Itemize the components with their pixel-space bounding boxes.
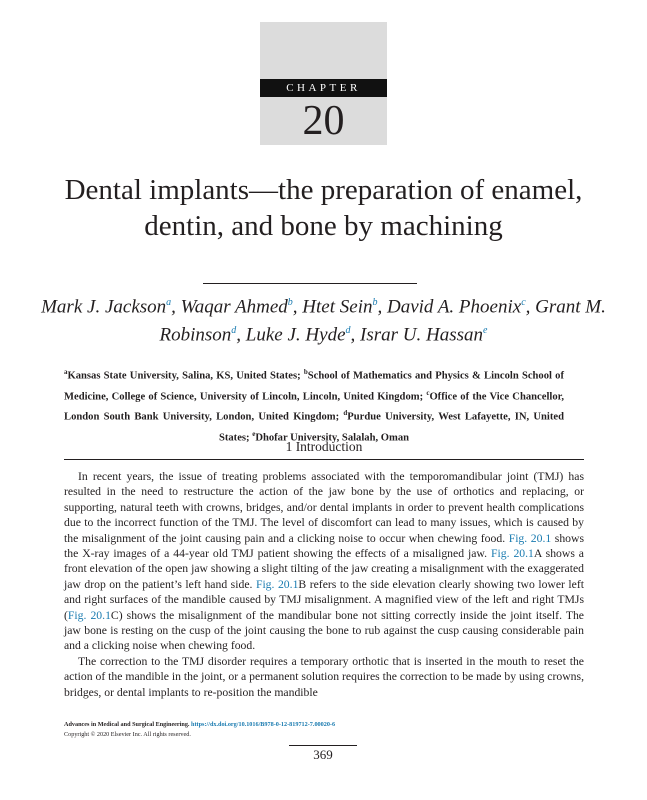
- footer-book-title: Advances in Medical and Surgical Engineering.: [64, 721, 190, 728]
- page-number: 369: [313, 747, 333, 762]
- author-name: Htet Sein: [302, 296, 373, 318]
- affiliation-mark: c: [426, 388, 430, 397]
- author-separator: ,: [292, 296, 303, 318]
- paragraph: [64, 654, 584, 700]
- author-list: [40, 291, 607, 348]
- text-run: C) shows the misalignment of the mandibular bone not sitting correctly inside the joint itself. The jaw bone is resting on the cusp of the joint causing the bone to rub against the cusp causing considerable pain and a clicking noise when chewing food.: [64, 608, 584, 653]
- chapter-number: 20: [302, 98, 345, 144]
- author-name: Grant M. Robinson: [159, 296, 606, 346]
- author-separator: ,: [525, 296, 536, 318]
- author-affiliation-mark[interactable]: c: [521, 297, 526, 308]
- affiliation-text: School of Mathematics and Physics & Lincoln School of Medicine, College of Science, University of Lincoln, Lincoln, United Kingdom;: [64, 370, 564, 403]
- affiliation-text: Office of the Vice Chancellor, London South Bank University, London, United Kingdom;: [64, 391, 565, 423]
- figure-link[interactable]: Fig. 20.1: [255, 577, 299, 591]
- affiliation-mark: a: [64, 368, 68, 376]
- page-footer: [64, 720, 584, 740]
- author-separator: ,: [171, 296, 181, 318]
- chapter-label: CHAPTER: [260, 79, 387, 97]
- affiliation-text: Kansas State University, Salina, KS, United States;: [67, 370, 304, 382]
- author-name: Luke J. Hyde: [245, 324, 346, 346]
- author-name: Mark J. Jackson: [41, 296, 167, 318]
- affiliation-mark: d: [343, 409, 348, 418]
- author-affiliation-mark[interactable]: b: [287, 297, 293, 308]
- title-divider: [203, 283, 417, 284]
- paragraph: [64, 469, 584, 654]
- author-name: David A. Phoenix: [386, 296, 522, 318]
- footer-copyright: Copyright © 2020 Elsevier Inc. All rights reserved.: [64, 731, 191, 738]
- section-divider: [64, 459, 584, 460]
- affiliation-mark: b: [303, 368, 308, 376]
- figure-link[interactable]: Fig. 20.1: [67, 608, 111, 622]
- body-text: [64, 469, 584, 700]
- author-separator: ,: [377, 296, 387, 318]
- author-separator: ,: [236, 324, 246, 346]
- author-name: Israr U. Hassan: [360, 324, 484, 346]
- author-affiliation-mark[interactable]: b: [372, 297, 378, 308]
- chapter-title: Dental implants—the preparation of enamel, dentin, and bone by machining: [64, 174, 583, 242]
- affiliation-text: Purdue University, West Lafayette, IN, United States;: [218, 411, 564, 444]
- author-separator: ,: [350, 324, 361, 346]
- author-affiliation-mark[interactable]: a: [166, 297, 172, 308]
- text-run: shows the X-ray images of a 44-year old TMJ patient showing the effects of a misaligned jaw.: [64, 531, 584, 561]
- text-run: In recent years, the issue of treating problems associated with the temporomandibular joint (TMJ) has resulted in the need to restructure the action of the jaw bone by the use of orthotics and replacing, or supporting, natural teeth with crowns, bridges, and/or dental implants in order to prevent health complications due to the incorrect function of the TMJ. The level of discomfort can lead to many issues, which is caused by the misalignment of the joint causing pain and a clicking noise to occur when chewing food.: [64, 470, 584, 545]
- footer-doi-link[interactable]: https://dx.doi.org/10.1016/B978-0-12-819712-7.00020-6: [191, 721, 336, 728]
- chapter-box: [260, 22, 387, 145]
- affiliation-text: Dhofar University, Salalah, Oman: [255, 432, 410, 444]
- footer-citation: [64, 720, 584, 730]
- author-affiliation-mark[interactable]: e: [483, 325, 488, 337]
- figure-link[interactable]: Fig. 20.1: [490, 547, 534, 561]
- author-affiliation-mark[interactable]: d: [345, 325, 351, 337]
- text-run: The correction to the TMJ disorder requires a temporary orthotic that is inserted in the mouth to reset the action of the mandible in the joint, or a permanent solution requires the correction to be made by using crowns, bridges, or dental implants to re-position the mandible: [64, 654, 584, 699]
- affiliations: [64, 364, 564, 446]
- text-run: A shows a front elevation of the open jaw showing a slight tilting of the jaw creating a misalignment with the exaggerated jaw drop on the patient’s left hand side.: [64, 547, 584, 591]
- author-affiliation-mark[interactable]: d: [231, 325, 237, 337]
- figure-link[interactable]: Fig. 20.1: [508, 531, 552, 545]
- section-heading: 1 Introduction: [285, 439, 363, 454]
- affiliation-mark: e: [252, 429, 256, 438]
- text-run: B refers to the side elevation clearly showing two lower left and right surfaces of the mandible caused by TMJ misalignment. A magnified view of the left and right TMJs (: [64, 577, 585, 622]
- author-name: Waqar Ahmed: [180, 296, 288, 318]
